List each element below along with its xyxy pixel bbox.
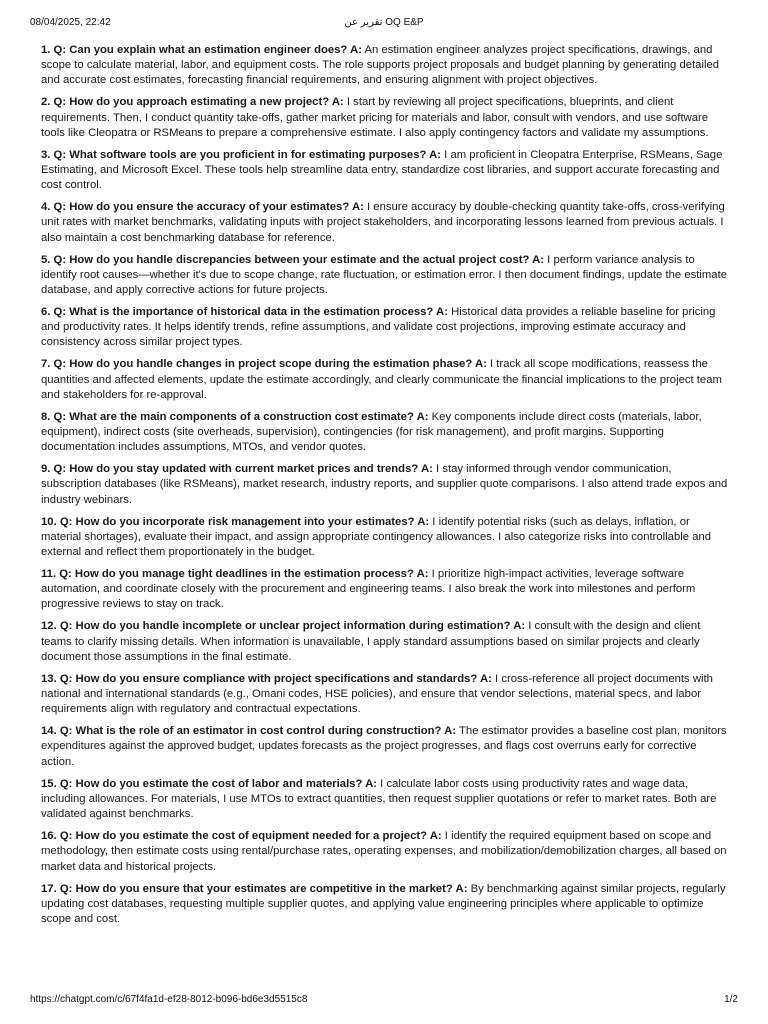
question-text: 14. Q: What is the role of an estimator in cost control during construction? A: (41, 725, 457, 738)
qa-item (41, 462, 729, 508)
qa-item (41, 305, 729, 351)
qa-list (41, 43, 729, 934)
qa-item (41, 253, 729, 299)
answer-text: I identify the required equipment based on scope and methodology, then estimate costs using rental/purchase rates, operating expenses, and mobilization/demobilization charges, all based on market data and historical projects. (41, 830, 727, 873)
answer-text: The estimator provides a baseline cost plan, monitors expenditures against the approved budget, updates forecasts as the project progresses, and flags cost overruns early for corrective action. (41, 725, 727, 768)
print-date: 08/04/2025, 22:42 (30, 17, 111, 28)
answer-text: Historical data provides a reliable baseline for pricing and productivity rates. It helps identify trends, refine assumptions, and validate cost projections, improving estimate accuracy and consistency across similar project types. (41, 306, 716, 349)
question-text: 6. Q: What is the importance of historical data in the estimation process? A: (41, 306, 448, 319)
qa-item (41, 619, 729, 665)
question-text: 13. Q: How do you ensure compliance with project specifications and standards? A: (41, 672, 492, 685)
question-text: 7. Q: How do you handle changes in project scope during the estimation phase? A: (41, 358, 487, 371)
qa-item (41, 43, 729, 89)
qa-item (41, 777, 729, 823)
answer-text: I prioritize high-impact activities, leverage software automation, and coordinate closely with the procurement and engineering teams. I also break the work into milestones and perform progressive reviews to stay on track. (41, 568, 696, 611)
page-number: 1/2 (724, 994, 738, 1005)
qa-item (41, 357, 729, 403)
answer-text: I cross-reference all project documents with national and international standards (e.g., Omani codes, HSE policies), and ensure that vendor selections, material specs, and labor requirements align with regulatory and contractual expectations. (41, 672, 713, 716)
qa-item (41, 672, 729, 718)
print-footer (30, 994, 738, 1008)
answer-text: I calculate labor costs using productivity rates and wage data, including allowances. For materials, I use MTOs to extract quantities, then request supplier quotations or refer to market rates. Both are validated against benchmarks. (41, 777, 717, 821)
answer-text: I perform variance analysis to identify root causes—whether it's due to scope change, rate fluctuation, or estimation error. I then document findings, update the estimate database, and apply corrective actions for future projects. (41, 253, 728, 297)
answer-text: I am proficient in Cleopatra Enterprise, RSMeans, Sage Estimating, and Microsoft Excel. These tools help streamline data entry, standardize cost libraries, and support accurate forecasting and cost control. (41, 148, 723, 192)
qa-item (41, 829, 729, 875)
answer-text: An estimation engineer analyzes project specifications, drawings, and scope to calculate material, labor, and equipment costs. The role supports project proposals and budget planning by generating detailed and accurate cost estimates, forecasting financial requirements, and ensuring alignment with project objectives. (41, 44, 720, 87)
qa-item (41, 148, 729, 194)
question-text: 16. Q: How do you estimate the cost of equipment needed for a project? A: (41, 830, 442, 843)
question-text: 9. Q: How do you stay updated with current market prices and trends? A: (41, 463, 433, 476)
qa-item (41, 882, 729, 928)
answer-text: I stay informed through vendor communication, subscription databases (like RSMeans), market research, industry reports, and supplier quote comparisons. I also attend trade expos and industry webinars. (41, 463, 728, 506)
question-text: 5. Q: How do you handle discrepancies between your estimate and the actual project cost? A: (41, 253, 545, 266)
question-text: 8. Q: What are the main components of a construction cost estimate? A: (41, 410, 429, 423)
question-text: 10. Q: How do you incorporate risk management into your estimates? A: (41, 515, 430, 528)
answer-text: Key components include direct costs (materials, labor, equipment), indirect costs (site overheads, supervision), contingencies (for risk management), and profit margins. Supporting documentation includes assumptions, MTOs, and vendor quotes. (41, 410, 702, 454)
question-text: 4. Q: How do you ensure the accuracy of your estimates? A: (41, 201, 364, 214)
document-title: تقرير عن OQ E&P (344, 17, 424, 28)
qa-item (41, 410, 729, 456)
question-text: 2. Q: How do you approach estimating a new project? A: (41, 96, 344, 109)
print-header (30, 17, 738, 31)
question-text: 3. Q: What software tools are you proficient in for estimating purposes? A: (41, 148, 442, 161)
qa-item (41, 515, 729, 561)
qa-item (41, 567, 729, 613)
answer-text: By benchmarking against similar projects, regularly updating cost databases, requesting multiple supplier quotes, and applying value engineering principles where applicable to optimize scope and cost. (41, 882, 726, 925)
question-text: 15. Q: How do you estimate the cost of labor and materials? A: (41, 777, 378, 790)
qa-item (41, 200, 729, 246)
question-text: 17. Q: How do you ensure that your estimates are competitive in the market? A: (41, 882, 468, 895)
answer-text: I identify potential risks (such as delays, inflation, or material shortages), evaluate their impact, and assign appropriate contingency allowances. I also categorize risks into controllable and external and reflect them proportionately in the budget. (41, 515, 712, 559)
answer-text: I start by reviewing all project specifications, blueprints, and client requirements. Then, I conduct quantity take-offs, gather market pricing for materials and labor, consult with vendors, and use software tools like Cleopatra or RSMeans to prepare a comprehensive estimate. I also apply contingency factors and validate my assumptions. (41, 96, 709, 139)
qa-item (41, 724, 729, 770)
answer-text: I consult with the design and client teams to clarify missing details. When information is unavailable, I apply standard assumptions based on similar projects and clearly document those assumptions in the final estimate. (41, 620, 701, 663)
question-text: 11. Q: How do you manage tight deadlines in the estimation process? A: (41, 568, 429, 581)
qa-item (41, 95, 729, 141)
answer-text: I track all scope modifications, reassess the quantities and affected elements, update the estimate accordingly, and clearly communicate the financial implications to the project team and stakeholders for re-approval. (41, 358, 722, 401)
answer-text: I ensure accuracy by double-checking quantity take-offs, cross-verifying unit rates with market benchmarks, validating inputs with project stakeholders, and incorporating lessons learned from previous actuals. I also maintain a cost benchmarking database for reference. (41, 201, 725, 244)
source-url: https://chatgpt.com/c/67f4fa1d-ef28-8012-b096-bd6e3d5515c8 (30, 994, 308, 1005)
question-text: 1. Q: Can you explain what an estimation engineer does? A: (41, 44, 362, 56)
question-text: 12. Q: How do you handle incomplete or unclear project information during estimation? A: (41, 620, 526, 633)
